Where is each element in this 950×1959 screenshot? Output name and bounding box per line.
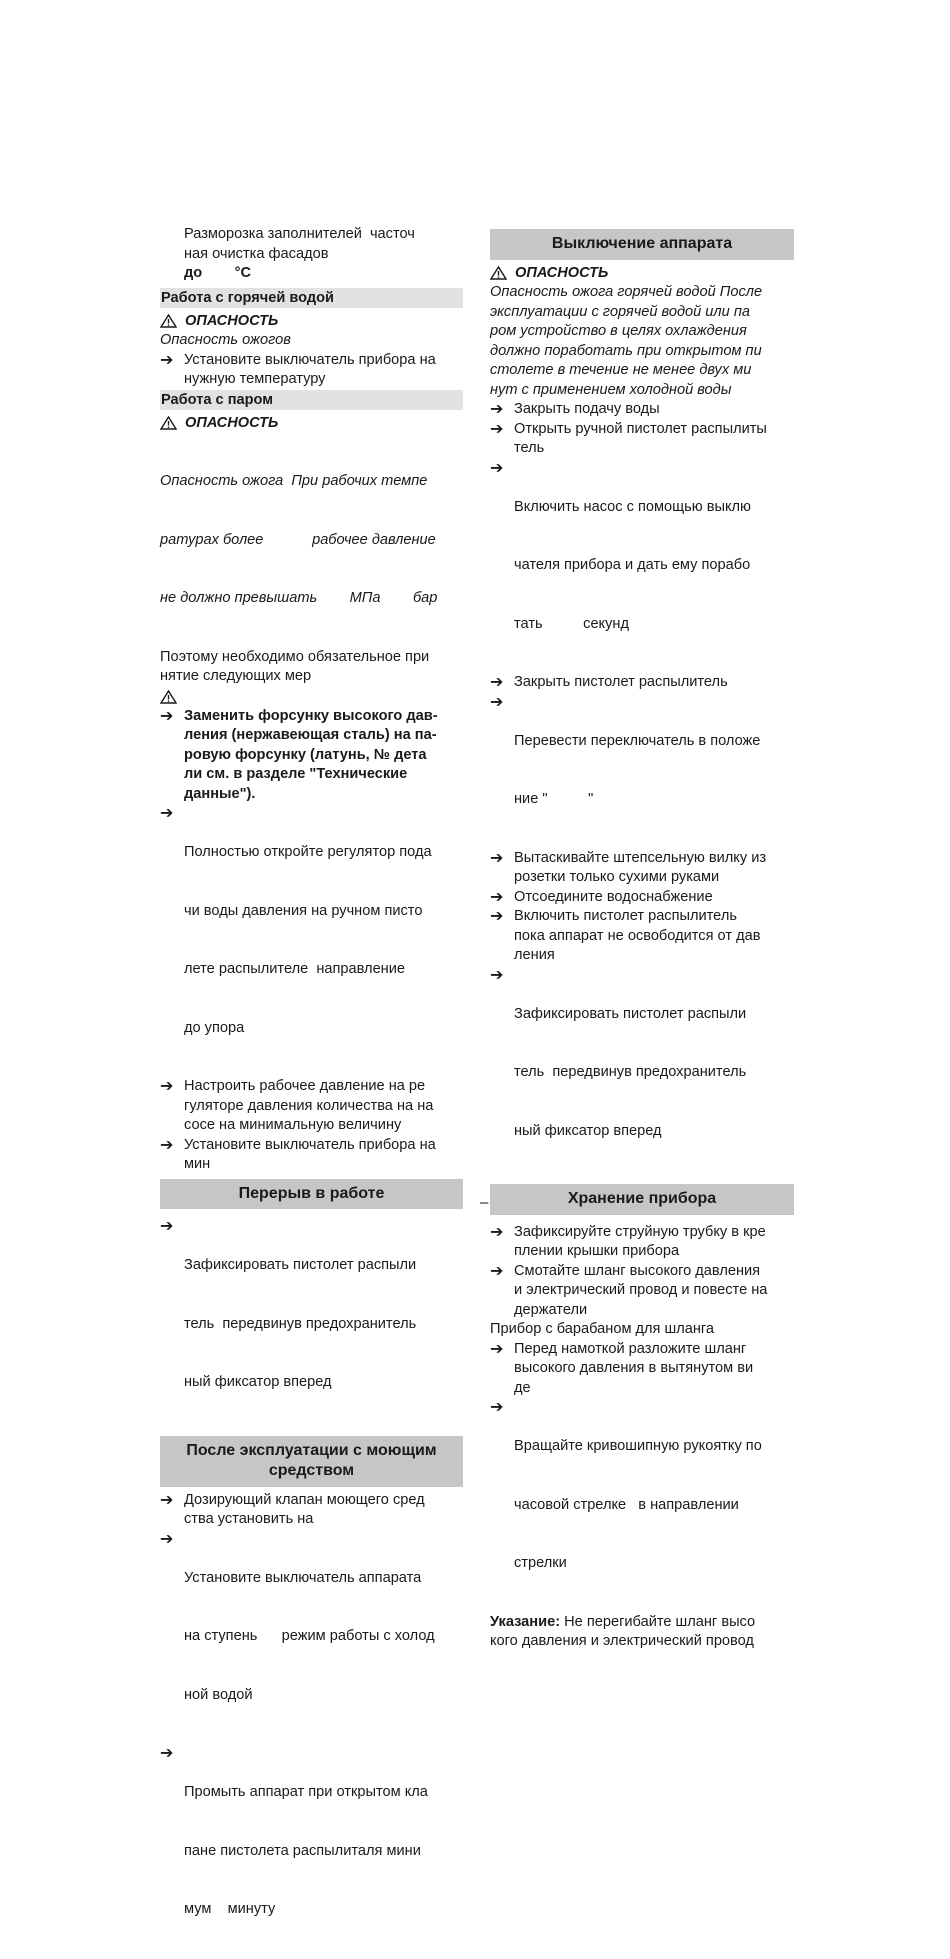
arrow-icon: ➔ [490, 1340, 504, 1358]
note-label: Указание: [490, 1613, 561, 1630]
text-line: мум минуту [184, 1901, 276, 1917]
text-line: Вращайте кривошипную рукоятку по [514, 1438, 762, 1454]
text-line: ства установить на [184, 1511, 314, 1527]
arrow-icon: ➔ [490, 966, 504, 984]
section-title-storage: Хранение прибора [490, 1184, 794, 1215]
text-line: нятие следующих мер [160, 668, 312, 684]
list-item [490, 400, 794, 420]
text-line: Промыть аппарат при открытом кла [184, 1784, 428, 1800]
note-text [160, 648, 463, 687]
danger-label: ОПАСНОСТЬ [185, 312, 279, 329]
list-item [160, 707, 463, 805]
text-line: ная очистка фасадов [184, 245, 329, 262]
arrow-icon: ➔ [490, 420, 504, 438]
text-line: не должно превышать МПа бар [160, 590, 438, 606]
text-line: лете распылителе направление [184, 961, 406, 977]
text-line: Установите выключатель прибора на [184, 1136, 436, 1153]
list-item [490, 888, 794, 908]
arrow-icon: ➔ [160, 1218, 174, 1235]
arrow-icon: ➔ [160, 1078, 174, 1095]
arrow-icon: ➔ [160, 1491, 174, 1509]
text-line: до упора [184, 1019, 245, 1036]
list-item [160, 1530, 463, 1745]
text-line: Отсоедините водоснабжение [514, 888, 713, 905]
note-paragraph [490, 1613, 794, 1652]
danger-text: Опасность ожогов [160, 332, 291, 348]
text-line: мин [184, 1156, 211, 1172]
arrow-icon: ➔ [490, 908, 504, 925]
note-text: Не перегибайте шланг высо [560, 1613, 756, 1630]
list-item [490, 1398, 794, 1613]
list-item [490, 1340, 794, 1399]
text-line [490, 1613, 794, 1633]
text-line: стрелки [514, 1555, 567, 1571]
arrow-icon: ➔ [490, 1399, 504, 1416]
text-line: тель [514, 440, 545, 456]
arrow-icon: ➔ [490, 459, 504, 477]
text-line: должно поработать при открытом пи [490, 342, 762, 359]
page-number: – [480, 1194, 489, 1211]
list-item [490, 966, 794, 1181]
arrow-icon: ➔ [490, 849, 504, 867]
text-line: ли см. в разделе "Технические [184, 766, 408, 782]
list-item [160, 1744, 463, 1959]
text-line: Зафиксируйте струйную трубку в кре [514, 1223, 766, 1240]
text-line: Настроить рабочее давление на ре [184, 1078, 426, 1094]
list-item [160, 1491, 463, 1530]
list-item [160, 1217, 463, 1432]
text-line: кого давления и электрический провод [490, 1633, 754, 1649]
list-item [490, 459, 794, 674]
text-line: нут с применением холодной воды [490, 381, 732, 398]
arrow-icon: ➔ [490, 888, 504, 906]
text-line: Смотайте шланг высокого давления [514, 1262, 761, 1279]
text-line: Открыть ручной пистолет распылиты [514, 420, 767, 437]
text-line: Заменить форсунку высокого дав- [184, 707, 438, 724]
text-line: розетки только сухими руками [514, 869, 720, 885]
text-line: Установите выключатель прибора на [184, 351, 436, 368]
danger-text [490, 283, 794, 400]
arrow-icon: ➔ [490, 693, 504, 711]
right-column [490, 229, 794, 1652]
warning-marker [160, 687, 463, 707]
text-line: и электрический провод и повесте на [514, 1282, 768, 1298]
section-title-shutdown: Выключение аппарата [490, 229, 794, 260]
text-line: Опасность ожога горячей водой После [490, 284, 763, 300]
text-line: на ступень режим работы с холод [184, 1628, 435, 1644]
text-line: тель передвинув предохранитель [184, 1315, 417, 1332]
arrow-icon: ➔ [160, 1136, 174, 1154]
warning-triangle-icon [490, 266, 507, 280]
intro-text [160, 225, 463, 284]
danger-label: ОПАСНОСТЬ [515, 264, 609, 281]
text-line: держатели [514, 1301, 588, 1318]
text-line: де [514, 1379, 531, 1396]
arrow-icon: ➔ [490, 674, 504, 691]
title-line: средством [268, 1462, 355, 1479]
text-line: ный фиксатор вперед [514, 1122, 662, 1139]
danger-heading [490, 264, 794, 284]
list-item [490, 849, 794, 888]
arrow-icon: ➔ [490, 1223, 504, 1241]
text-line: плении крышки прибора [514, 1243, 680, 1259]
text-line: пане пистолета распылиталя мини [184, 1842, 421, 1859]
list-item [490, 673, 794, 693]
text-line: чателя прибора и дать ему порабо [514, 557, 751, 573]
warning-triangle-icon [160, 690, 177, 704]
temperature-line: до °С [184, 265, 251, 281]
arrow-icon: ➔ [490, 1262, 504, 1280]
danger-label: ОПАСНОСТЬ [185, 414, 279, 431]
text-line: столете в течение не менее двух ми [490, 362, 752, 378]
arrow-icon: ➔ [160, 351, 174, 369]
text-line: нужную температуру [184, 371, 326, 387]
danger-text [160, 433, 463, 648]
title-line: После эксплуатации с моющим [186, 1441, 437, 1459]
list-item [490, 420, 794, 459]
list-item [160, 804, 463, 1077]
arrow-icon: ➔ [160, 1745, 174, 1762]
section-title-steam: Работа с паром [160, 390, 463, 410]
list-item [160, 1077, 463, 1136]
list-item [490, 1262, 794, 1321]
list-item [490, 1223, 794, 1262]
text-line: Установите выключатель аппарата [184, 1569, 422, 1586]
list-item [490, 693, 794, 849]
section-title-break: Перерыв в работе [160, 1179, 463, 1210]
section-title-hot-water: Работа с горячей водой [160, 288, 463, 308]
text-line: ления (нержавеющая сталь) на па- [184, 727, 437, 743]
text-line: тать секунд [514, 615, 629, 632]
list-item [490, 907, 794, 966]
text-line: высокого давления в вытянутом ви [514, 1360, 754, 1376]
text-line: ром устройство в целях охлаждения [490, 323, 747, 339]
text-line: ратурах более рабочее давление [160, 531, 436, 548]
text-line: Вытаскивайте штепсельную вилку из [514, 849, 767, 866]
text-line: Закрыть подачу воды [514, 401, 660, 417]
list-item [160, 351, 463, 390]
section-title-after-detergent [160, 1436, 463, 1487]
arrow-icon: ➔ [160, 1530, 174, 1548]
left-column [160, 225, 463, 1959]
text-line: тель передвинув предохранитель [514, 1064, 747, 1080]
arrow-icon: ➔ [160, 805, 174, 822]
text-line: Дозирующий клапан моющего сред [184, 1491, 425, 1508]
text-line: Поэтому необходимо обязательное при [160, 648, 430, 665]
list-item [160, 1136, 463, 1175]
text-line: сосе на минимальную величину [184, 1117, 402, 1133]
danger-heading [160, 312, 463, 332]
text-line: часовой стрелке в направлении [514, 1496, 739, 1513]
text-line: данные"). [184, 785, 256, 802]
text-line: Зафиксировать пистолет распыли [184, 1257, 417, 1273]
text-line: эксплуатации с горячей водой или па [490, 303, 750, 320]
text-line: Зафиксировать пистолет распыли [514, 1005, 747, 1022]
arrow-icon: ➔ [160, 707, 174, 725]
danger-heading [160, 414, 463, 434]
text-line: Закрыть пистолет распылитель [514, 674, 728, 690]
text-line: Полностью откройте регулятор пода [184, 844, 432, 860]
warning-triangle-icon [160, 314, 177, 328]
text-line: ный фиксатор вперед [184, 1374, 332, 1390]
text-line: Опасность ожога При рабочих темпе [160, 473, 428, 489]
text-line: ной водой [184, 1686, 253, 1703]
text-line: гуляторе давления количества на на [184, 1097, 434, 1114]
text-line: Перед намоткой разложите шланг [514, 1340, 747, 1357]
arrow-icon: ➔ [490, 401, 504, 418]
text-line: Перевести переключатель в положе [514, 732, 761, 749]
text-line: Включить пистолет распылитель [514, 908, 737, 924]
text-line: пока аппарат не освободится от дав [514, 927, 761, 944]
text-line: чи воды давления на ручном писто [184, 902, 423, 919]
text-line: ровую форсунку (латунь, № дета [184, 746, 427, 763]
text-line: ние " " [514, 791, 594, 807]
warning-triangle-icon [160, 416, 177, 430]
text-line: Включить насос с помощью выклю [514, 498, 752, 515]
text-line: ления [514, 947, 555, 963]
text-line: Разморозка заполнителей часточ [184, 226, 415, 242]
drum-text: Прибор с барабаном для шланга [490, 1321, 715, 1337]
